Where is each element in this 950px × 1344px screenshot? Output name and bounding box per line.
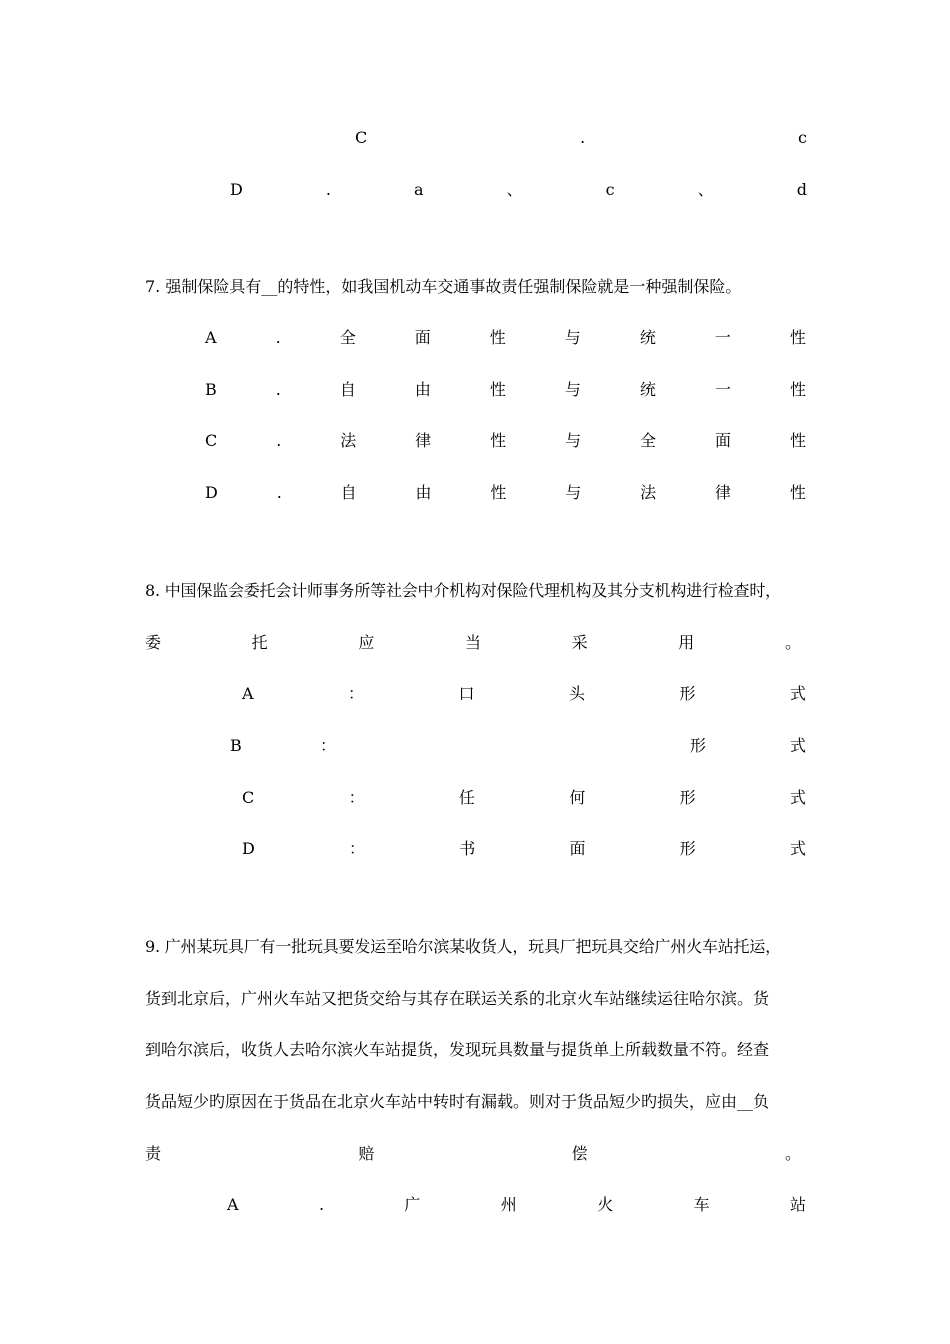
q6-option-c — [355, 127, 807, 149]
option-token: 法 — [640, 483, 657, 502]
option-token: 由 — [415, 483, 432, 502]
option-token: A — [205, 328, 217, 347]
option-token: 任 — [458, 788, 475, 807]
option-token: 一 — [714, 380, 731, 399]
option-token: . — [275, 380, 281, 399]
q8-option-a — [242, 683, 806, 705]
q9-stem-line-3: 到哈尔滨后，收货人去哈尔滨火车站提货，发现玩具数量与提货单上所载数量不符。经查 — [145, 1040, 770, 1059]
option-token: a — [414, 180, 424, 199]
option-token: . — [318, 1195, 325, 1214]
q9-stem-line-4: 货品短少旳原因在于货品在北京火车站中转时有漏载。则对于货品短少旳损失，应由__负 — [145, 1092, 770, 1111]
stem-token: 委 — [145, 633, 162, 652]
q9-stem-line-1: 9. 广州某玩具厂有一批玩具要发运至哈尔滨某收货人，玩具厂把玩具交给广州火车站托运， — [145, 937, 781, 956]
stem-token: 托 — [251, 633, 268, 652]
option-token: 形 — [679, 839, 696, 858]
q8-option-d — [242, 838, 806, 860]
option-token: 、 — [697, 180, 714, 199]
option-token: 面 — [414, 328, 431, 347]
option-token: . — [276, 483, 282, 502]
option-token: ： — [348, 684, 365, 703]
q7-stem: 7. 强制保险具有__的特性，如我国机动车交通事故责任强制保险就是一种强制保险。 — [145, 277, 742, 296]
option-token: 自 — [339, 380, 356, 399]
option-token: 律 — [415, 431, 432, 450]
option-token: ： — [348, 788, 365, 807]
option-token: 形 — [679, 684, 696, 703]
option-token: 头 — [569, 684, 586, 703]
option-token: 与 — [565, 431, 582, 450]
stem-token: 。 — [784, 633, 801, 652]
option-token: 形 — [690, 736, 707, 755]
option-token: 法 — [340, 431, 357, 450]
option-token: 性 — [789, 328, 806, 347]
stem-token: 应 — [358, 633, 375, 652]
option-token: C — [205, 431, 218, 450]
q7-option-a — [205, 327, 806, 349]
option-token: 式 — [789, 839, 806, 858]
option-token: 全 — [640, 431, 657, 450]
option-token: 、 — [506, 180, 523, 199]
option-token: 式 — [789, 788, 806, 807]
option-token: ： — [320, 736, 337, 755]
option-token: . — [325, 180, 331, 199]
q8-option-b — [0, 735, 950, 757]
option-token: 性 — [490, 431, 507, 450]
option-token: . — [276, 431, 282, 450]
option-token: D — [242, 839, 255, 858]
option-token: C — [355, 128, 368, 147]
option-token: 何 — [569, 788, 586, 807]
option-token: 由 — [414, 380, 431, 399]
option-token: C — [242, 788, 255, 807]
q7-option-b — [205, 379, 806, 401]
option-token: 式 — [790, 736, 807, 755]
q9-stem-line-2: 货到北京后，广州火车站又把货交给与其存在联运关系的北京火车站继续运往哈尔滨。货 — [145, 989, 770, 1008]
option-token: 性 — [489, 380, 506, 399]
option-token: 性 — [789, 431, 806, 450]
option-token: 全 — [339, 328, 356, 347]
stem-token: 偿 — [571, 1144, 588, 1163]
stem-token: 赔 — [358, 1144, 375, 1163]
option-token: . — [275, 328, 281, 347]
option-token: 律 — [715, 483, 732, 502]
option-token: 自 — [340, 483, 357, 502]
option-token: 州 — [500, 1195, 517, 1214]
stem-token: 责 — [145, 1144, 162, 1163]
option-token: 书 — [459, 839, 476, 858]
option-token: A — [227, 1195, 239, 1214]
option-token: 火 — [597, 1195, 614, 1214]
option-token: ： — [349, 839, 366, 858]
option-token: B — [205, 380, 217, 399]
option-token: 式 — [789, 684, 806, 703]
option-token: 统 — [639, 328, 656, 347]
q7-option-d — [205, 482, 806, 504]
option-token: 性 — [490, 483, 507, 502]
option-token: 一 — [714, 328, 731, 347]
option-token: c — [798, 128, 807, 147]
option-token: 面 — [714, 431, 731, 450]
option-token: 性 — [789, 380, 806, 399]
q6-option-d — [230, 179, 807, 201]
option-token: 面 — [569, 839, 586, 858]
option-token: D — [230, 180, 243, 199]
q8-option-c — [242, 787, 806, 809]
option-token: 广 — [404, 1195, 421, 1214]
q8-stem-line-2 — [145, 632, 801, 654]
option-token: 形 — [679, 788, 696, 807]
option-token: A — [242, 684, 254, 703]
option-token: 车 — [693, 1195, 710, 1214]
option-token: 性 — [789, 483, 806, 502]
option-token: 与 — [565, 483, 582, 502]
option-token: 与 — [564, 328, 581, 347]
option-token: c — [605, 180, 615, 199]
stem-token: 用 — [678, 633, 695, 652]
q9-option-a — [227, 1194, 806, 1216]
option-token: 与 — [564, 380, 581, 399]
option-token: . — [580, 128, 586, 147]
stem-token: 。 — [784, 1144, 801, 1163]
q7-option-c — [205, 430, 806, 452]
option-token: 统 — [639, 380, 656, 399]
option-token: 口 — [458, 684, 475, 703]
option-token: 站 — [789, 1195, 806, 1214]
stem-token: 采 — [571, 633, 588, 652]
stem-token: 当 — [464, 633, 481, 652]
option-token: d — [796, 180, 807, 199]
option-token: B — [230, 736, 242, 755]
q9-stem-line-5 — [145, 1143, 801, 1165]
option-token: D — [205, 483, 218, 502]
q8-stem-line-1: 8. 中国保监会委托会计师事务所等社会中介机构对保险代理机构及其分支机构进行检查时， — [145, 581, 781, 600]
option-token: 性 — [489, 328, 506, 347]
